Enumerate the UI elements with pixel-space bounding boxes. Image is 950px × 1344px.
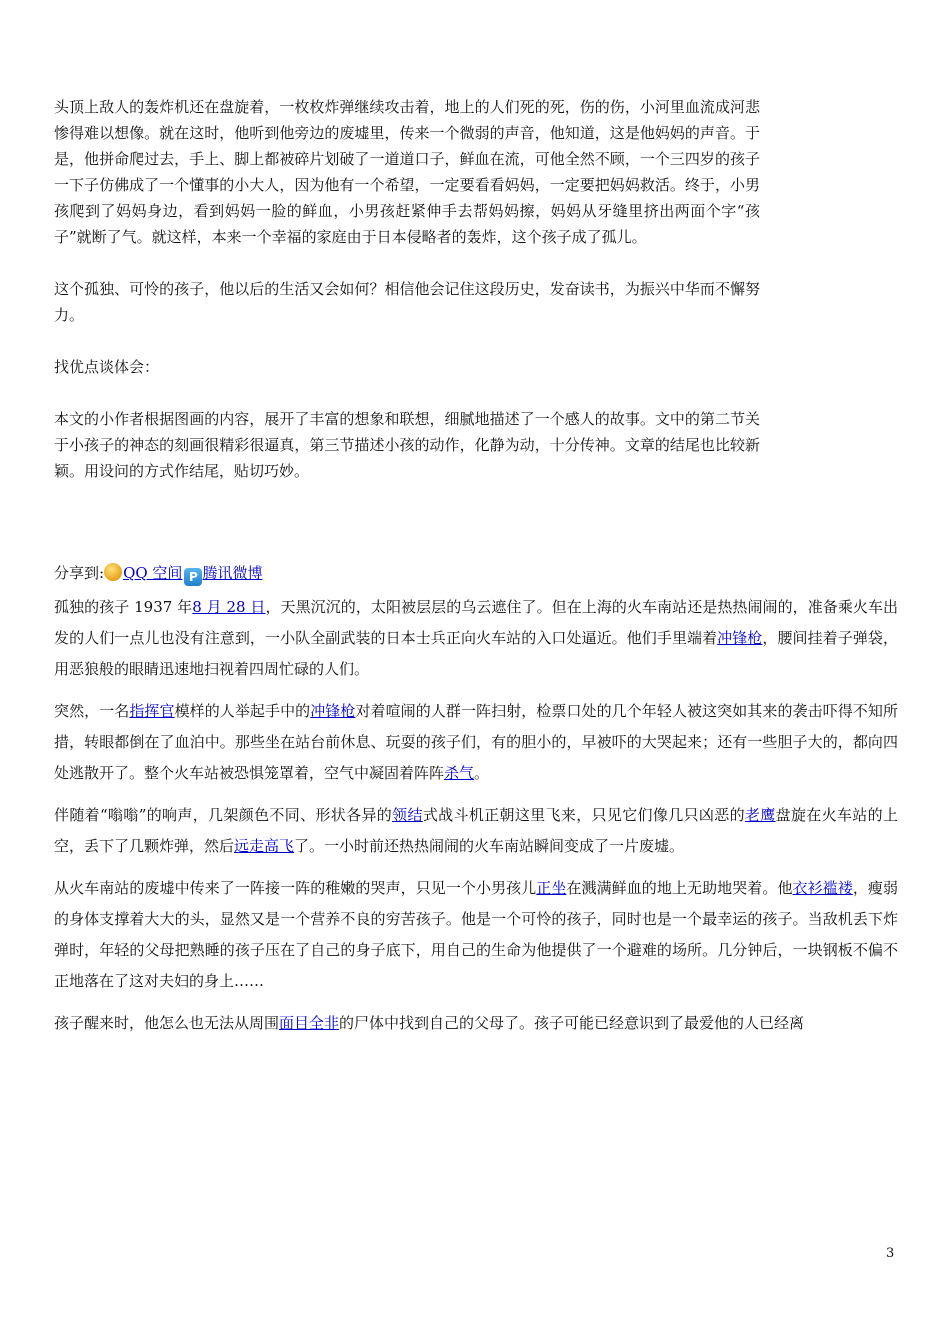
story-section bbox=[54, 592, 898, 1050]
essay-paragraph: 头顶上敌人的轰炸机还在盘旋着，一枚枚炸弹继续攻击着，地上的人们死的死，伤的伤，小河里血流成河悲惨得难以想像。就在这时，他听到他旁边的废墟里，传来一个微弱的声音，他知道，这是他妈妈的声音。于是，他拼命爬过去，手上、脚上都被碎片划破了一道道口子，鲜血在流，可他全然不顾，一个三四岁的孩子一下子仿佛成了一个懂事的小大人，因为他有一个希望，一定要看看妈妈，一定要把妈妈救活。终于，小男孩爬到了妈妈身边，看到妈妈一脸的鲜血，小男孩赶紧伸手去帮妈妈擦，妈妈从牙缝里挤出两面个字“孩子”就断了气。就这样，本来一个幸福的家庭由于日本侵略者的轰炸，这个孩子成了孤儿。 bbox=[54, 98, 760, 246]
qq-space-link[interactable]: QQ 空间 bbox=[123, 564, 183, 582]
unrecognizable-link[interactable]: 面目全非 bbox=[279, 1014, 340, 1032]
story-paragraph-4: 从火车南站的废墟中传来了一阵接一阵的稚嫩的哭声，只见一个小男孩儿正坐在溅满鲜血的地上无助地哭着。他衣衫褴褛，瘦弱的身体支撑着大大的头，显然又是一个营养不良的穷苦孩子。他是一个可怜的孩子，同时也是一个最幸运的孩子。当敌机丢下炸弹时，年轻的父母把熟睡的孩子压在了自己的身子底下，用自己的生命为他提供了一个避难的场所。几分钟后，一块钢板不偏不正地落在了这对夫妇的身上…… bbox=[54, 879, 898, 990]
story-paragraph-5: 孩子醒来时，他怎么也无法从周围面目全非的尸体中找到自己的父母了。孩子可能已经意识到了最爱他的人已经离 bbox=[54, 1014, 805, 1032]
commander-link[interactable]: 指挥官 bbox=[129, 702, 175, 720]
comment-heading: 找优点谈体会： bbox=[54, 358, 160, 376]
essay-ending-section bbox=[54, 94, 760, 510]
tencent-weibo-icon[interactable]: P bbox=[184, 568, 202, 586]
sitting-link[interactable]: 正坐 bbox=[536, 879, 567, 897]
story-paragraph-1: 孤独的孩子 1937 年8 月 28 日，天黑沉沉的，太阳被层层的乌云遮住了。但在上海的火车南站还是热热闹闹的，准备乘火车出发的人们一点儿也没有注意到，一小队全副武装的日本士兵正向火车站的入口处逼近。他们手里端着冲锋枪，腰间挂着子弹袋，用恶狼般的眼睛迅速地扫视着四周忙碌的人们。 bbox=[54, 598, 899, 678]
eagle-link[interactable]: 老鹰 bbox=[744, 806, 776, 824]
page-number: 3 bbox=[886, 1246, 895, 1261]
qq-space-icon[interactable] bbox=[104, 563, 122, 581]
killing-aura-link[interactable]: 杀气 bbox=[444, 764, 475, 782]
story-paragraph-3: 伴随着“嗡嗡”的响声，几架颜色不同、形状各异的领结式战斗机正朝这里飞来，只见它们像几只凶恶的老鹰盘旋在火车站的上空，丢下了几颗炸弹，然后远走高飞了。一小时前还热热闹闹的火车南站瞬间变成了一片废墟。 bbox=[54, 806, 898, 855]
submachine-gun-link[interactable]: 冲锋枪 bbox=[717, 629, 763, 647]
essay-reflection-paragraph: 这个孤独、可怜的孩子，他以后的生活又会如何？相信他会记住这段历史，发奋读书，为振兴中华而不懈努力。 bbox=[54, 280, 760, 324]
fly-away-link[interactable]: 远走高飞 bbox=[234, 837, 295, 855]
date-link[interactable]: 8 月 28 日 bbox=[192, 598, 266, 616]
bow-tie-link[interactable]: 领结 bbox=[392, 806, 423, 824]
comment-paragraph: 本文的小作者根据图画的内容，展开了丰富的想象和联想，细腻地描述了一个感人的故事。文中的第二节关于小孩子的神态的刻画很精彩很逼真，第三节描述小孩的动作，化静为动，十分传神。文章的结尾也比较新颖。用设问的方式作结尾，贴切巧妙。 bbox=[54, 410, 760, 480]
share-label: 分享到: bbox=[54, 564, 105, 582]
ragged-clothes-link[interactable]: 衣衫褴褛 bbox=[792, 879, 853, 897]
story-paragraph-2: 突然，一名指挥官模样的人举起手中的冲锋枪对着喧闹的人群一阵扫射，检票口处的几个年轻人被这突如其来的袭击吓得不知所措，转眼都倒在了血泊中。那些坐在站台前休息、玩耍的孩子们，有的胆小的，早被吓的大哭起来；还有一些胆子大的，都向四处逃散开了。整个火车站被恐惧笼罩着，空气中凝固着阵阵杀气。 bbox=[54, 702, 898, 782]
share-bar bbox=[54, 562, 262, 586]
submachine-gun-link-2[interactable]: 冲锋枪 bbox=[310, 702, 356, 720]
tencent-weibo-link[interactable]: 腾讯微博 bbox=[202, 564, 263, 582]
